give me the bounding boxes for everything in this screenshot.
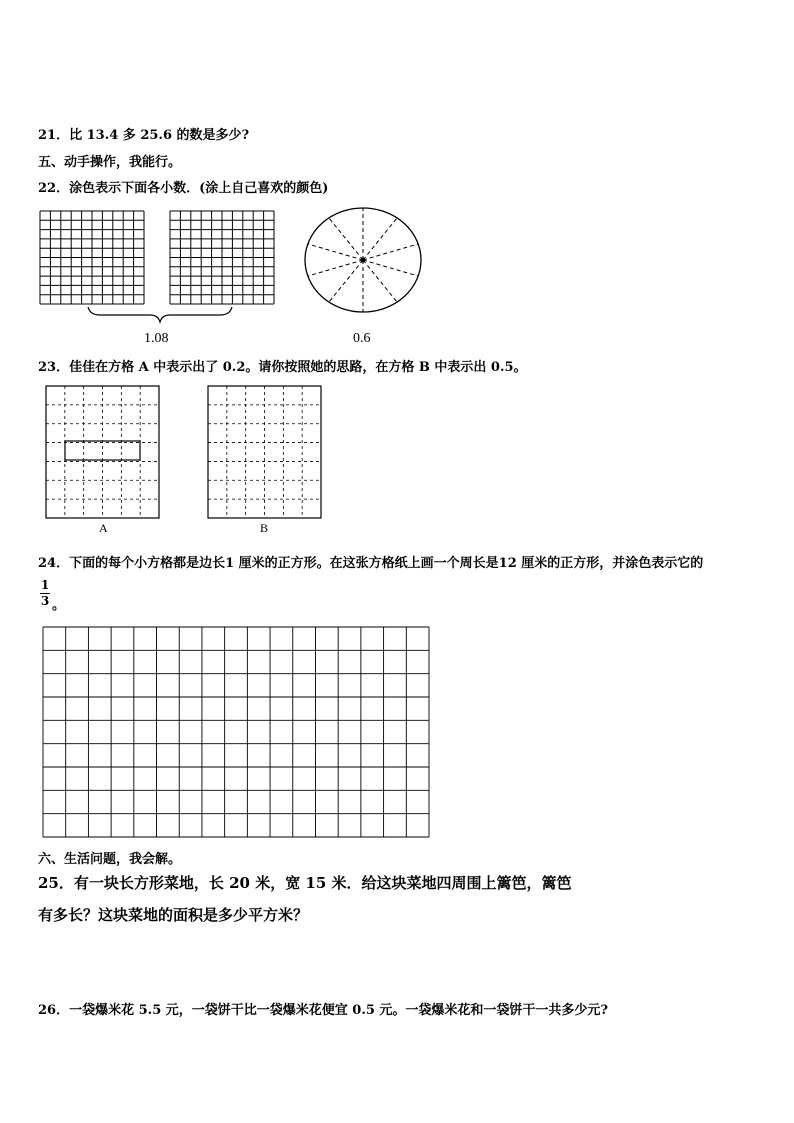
fraction-tail: 。 xyxy=(52,598,66,613)
question-21: 21．比 13.4 多 25.6 的数是多少? xyxy=(38,128,250,143)
hundred-grid-2 xyxy=(170,211,274,304)
section-5-heading: 五、动手操作，我能行。 xyxy=(38,155,182,170)
grid-a-dashes xyxy=(46,386,159,518)
label-b: B xyxy=(260,521,269,535)
label-0-6: 0.6 xyxy=(353,331,371,346)
question-23: 23．佳佳在方格 A 中表示出了 0.2。请你按照她的思路，在方格 B 中表示出 0.5。 xyxy=(38,360,527,375)
fraction-denominator: 3 xyxy=(40,594,50,608)
q24-grid xyxy=(0,620,794,840)
label-a: A xyxy=(99,521,108,535)
fraction xyxy=(40,578,50,608)
label-1-08: 1.08 xyxy=(144,331,169,346)
question-25-line-2: 有多长？这块菜地的面积是多少平方米？ xyxy=(38,906,309,924)
question-22: 22．涂色表示下面各小数．(涂上自己喜欢的颜色) xyxy=(38,181,329,196)
section-6-heading: 六、生活问题，我会解。 xyxy=(38,852,182,867)
brace xyxy=(88,307,232,322)
grid-a-shaded-region xyxy=(65,441,140,460)
q22-figures xyxy=(0,200,794,350)
hundred-grid-1 xyxy=(40,211,144,304)
question-24: 24．下面的每个小方格都是边长1 厘米的正方形。在这张方格纸上画一个周长是12 厘米的正方形，并涂色表示它的 xyxy=(38,556,704,571)
grid-b-dashes xyxy=(208,386,321,518)
q23-figures xyxy=(0,380,794,540)
question-26: 26．一袋爆米花 5.5 元，一袋饼干比一袋爆米花便宜 0.5 元。一袋爆米花和一袋饼干一共多少元? xyxy=(38,1003,609,1018)
question-25-line-1: 25．有一块长方形菜地，长 20 米，宽 15 米．给这块菜地四周围上篱笆，篱笆 xyxy=(38,874,572,892)
fraction-numerator: 1 xyxy=(40,578,50,592)
